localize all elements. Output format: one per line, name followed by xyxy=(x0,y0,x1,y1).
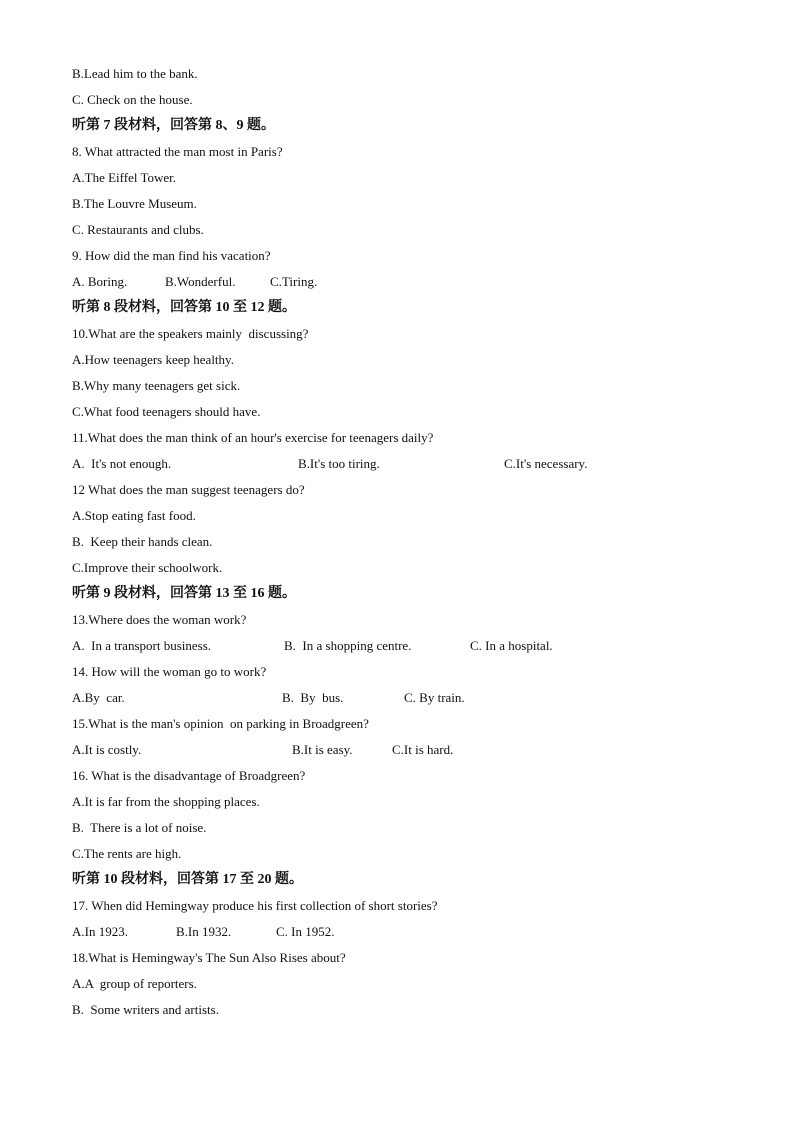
option-a: A.By car. xyxy=(72,690,125,705)
option-b: B.Wonderful. xyxy=(165,274,236,289)
option-c: C.Tiring. xyxy=(270,274,318,289)
section-heading: 听第 8 段材料，回答第 10 至 12 题。 xyxy=(72,300,296,315)
option-line: C.Improve their schoolwork. xyxy=(72,560,223,575)
options-row xyxy=(72,740,732,766)
question-line: 16. What is the disadvantage of Broadgreen? xyxy=(72,768,306,783)
option-line: A.How teenagers keep healthy. xyxy=(72,352,234,367)
option-a: A. In a transport business. xyxy=(72,638,212,653)
option-line: A.A group of reporters. xyxy=(72,976,197,991)
options-row xyxy=(72,454,732,480)
option-c: C.It's necessary. xyxy=(504,456,588,471)
option-line: A.Stop eating fast food. xyxy=(72,508,196,523)
option-line: C. Check on the house. xyxy=(72,92,193,107)
option-a: A.In 1923. xyxy=(72,924,128,939)
question-line: 9. How did the man find his vacation? xyxy=(72,248,271,263)
option-line: C.The rents are high. xyxy=(72,846,182,861)
question-line: 18.What is Hemingway's The Sun Also Rises about? xyxy=(72,950,346,965)
option-b: B.It is easy. xyxy=(292,742,353,757)
question-line: 17. When did Hemingway produce his first collection of short stories? xyxy=(72,898,438,913)
option-a: A. It's not enough. xyxy=(72,456,172,471)
option-line: A.The Eiffel Tower. xyxy=(72,170,177,185)
option-line: C. Restaurants and clubs. xyxy=(72,222,204,237)
question-line: 15.What is the man's opinion on parking in Broadgreen? xyxy=(72,716,369,731)
option-line: B. Keep their hands clean. xyxy=(72,534,213,549)
option-b: B.It's too tiring. xyxy=(298,456,380,471)
option-line: B.The Louvre Museum. xyxy=(72,196,197,211)
option-a: A. Boring. xyxy=(72,274,128,289)
section-heading: 听第 10 段材料，回答第 17 至 20 题。 xyxy=(72,872,303,887)
option-b: B. In a shopping centre. xyxy=(284,638,412,653)
option-line: A.It is far from the shopping places. xyxy=(72,794,260,809)
option-c: C.It is hard. xyxy=(392,742,454,757)
question-line: 13.Where does the woman work? xyxy=(72,612,247,627)
options-row xyxy=(72,636,732,662)
question-line: 10.What are the speakers mainly discussing? xyxy=(72,326,309,341)
section-heading: 听第 7 段材料，回答第 8、9 题。 xyxy=(72,118,275,133)
question-line: 14. How will the woman go to work? xyxy=(72,664,267,679)
options-row xyxy=(72,272,732,298)
option-b: B. By bus. xyxy=(282,690,344,705)
option-c: C. In 1952. xyxy=(276,924,335,939)
question-line: 8. What attracted the man most in Paris? xyxy=(72,144,283,159)
question-line: 11.What does the man think of an hour's exercise for teenagers daily? xyxy=(72,430,434,445)
options-row xyxy=(72,922,732,948)
option-line: B.Lead him to the bank. xyxy=(72,66,198,81)
option-line: B.Why many teenagers get sick. xyxy=(72,378,241,393)
option-b: B.In 1932. xyxy=(176,924,232,939)
options-row xyxy=(72,688,732,714)
option-line: B. There is a lot of noise. xyxy=(72,820,207,835)
document-page xyxy=(72,64,732,1026)
section-heading: 听第 9 段材料，回答第 13 至 16 题。 xyxy=(72,586,296,601)
option-a: A.It is costly. xyxy=(72,742,142,757)
option-line: B. Some writers and artists. xyxy=(72,1002,219,1017)
option-c: C. By train. xyxy=(404,690,465,705)
option-c: C. In a hospital. xyxy=(470,638,553,653)
question-line: 12 What does the man suggest teenagers do? xyxy=(72,482,305,497)
option-line: C.What food teenagers should have. xyxy=(72,404,261,419)
